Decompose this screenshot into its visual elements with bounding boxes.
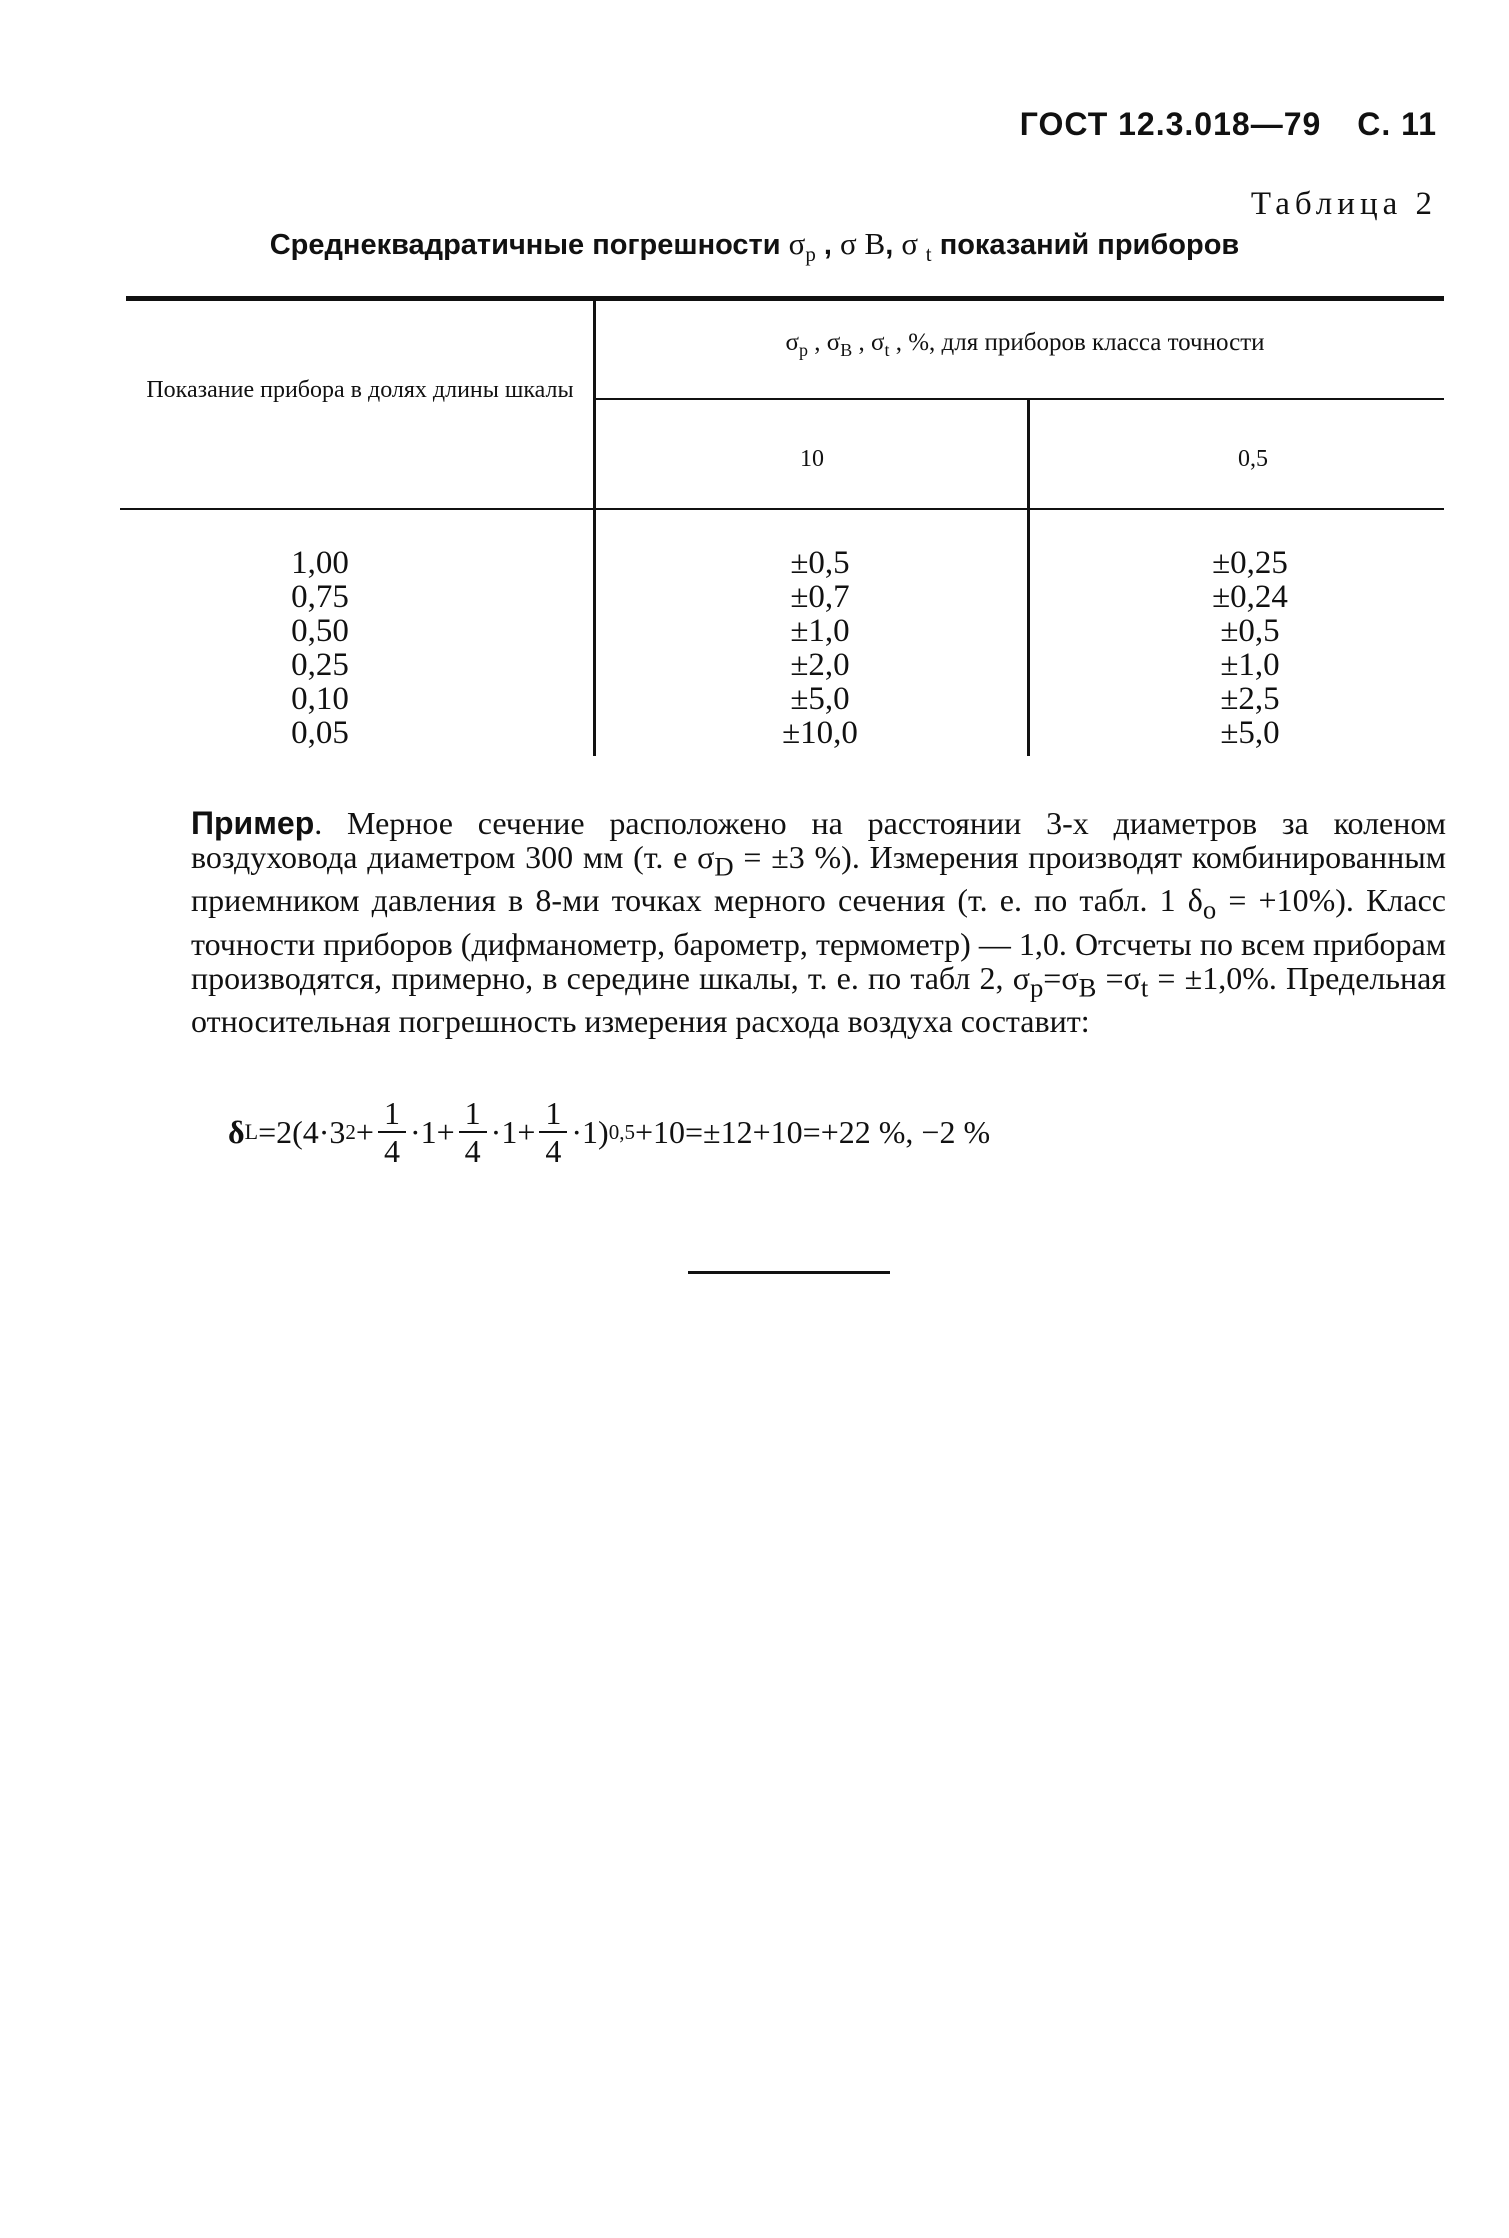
column-header-class-05: 0,5: [1238, 446, 1268, 472]
fraction: $\frac{1}{4}$: [378, 1095, 406, 1169]
fraction: $\frac{1}{4}$: [539, 1095, 567, 1169]
table-cell: 0,50: [291, 613, 349, 649]
column-header-class-10: 10: [800, 446, 824, 472]
table-cell: ±0,5: [790, 545, 850, 581]
sigma-b-symbol: σ В: [840, 226, 886, 261]
table-cell: ±10,0: [782, 715, 858, 751]
sigma-t-symbol: σ $_t$: [901, 226, 932, 267]
page-number: С. 11: [1357, 106, 1437, 142]
table-label: Таблица 2: [1250, 186, 1437, 222]
column-group-header: $\sigma_р$ , $\sigma_В$ , $\sigma_t$ , %, для приборов класса точности: [785, 329, 1265, 360]
table-cell: ±0,7: [790, 579, 850, 615]
table-cell: ±5,0: [1220, 715, 1280, 751]
error-formula: δ L =2(4·3 2 + $\frac{1}{4}$ ·1 + $\frac{1}{4}$ ·1 + $\frac{1}{4}$ ·1) 0,5 +10=±12+10=+22 %, −2 %: [228, 1095, 991, 1169]
example-paragraph: Пример. Мерное сечение расположено на расстоянии 3-х диаметров за коленом воздуховода диаметром 300 мм (т. е $\sigma_D = \pm 3$ %). Измерения производят комбинированным приемником давления в 8-ми точках мерного сечения (т. е. по табл. 1 $\delta_о = +10\%$). Класс точности приборов (дифманометр, барометр, термометр) — 1,0. Отсчеты по всем приборам производятся, примерно, в середине шкалы, т. е. по табл 2, $\sigma_р=\sigma_В =\sigma_t = \pm 1,0\%$. Предельная относительная погрешность измерения расхода воздуха составит:: [191, 805, 1447, 1040]
header-bottom-rule: [120, 508, 1444, 510]
table-cell: 0,10: [291, 681, 349, 717]
table-cell: 0,75: [291, 579, 349, 615]
table-cell: ±0,24: [1212, 579, 1288, 615]
table-cell: ±5,0: [790, 681, 850, 717]
reading-column: [250, 546, 390, 750]
table-title-text: Среднеквадратичные погрешности: [269, 229, 781, 261]
table-top-rule: [126, 296, 1444, 301]
fraction: $\frac{1}{4}$: [459, 1095, 487, 1169]
table-cell: 0,25: [291, 647, 349, 683]
table-cell: ±1,0: [790, 613, 850, 649]
page-header: [0, 106, 1509, 143]
subheader-rule: [596, 398, 1444, 400]
table-cell: ±0,5: [1220, 613, 1280, 649]
table-title: Среднеквадратичные погрешности $\sigma_р$ , σ В, σ $_t$ показаний приборов: [269, 226, 1240, 267]
sigma-p-symbol: $\sigma_р$: [788, 226, 816, 267]
column-header-reading: Показание прибора в долях длины шкалы: [146, 377, 574, 403]
standard-number: ГОСТ 12.3.018—79: [1019, 106, 1322, 142]
table-cell: ±1,0: [1220, 647, 1280, 683]
table-cell: ±0,25: [1212, 545, 1288, 581]
table-cell: 1,00: [291, 545, 349, 581]
table-cell: 0,05: [291, 715, 349, 751]
column-divider-1: [593, 301, 596, 756]
table-cell: ±2,0: [790, 647, 850, 683]
table-cell: ±2,5: [1220, 681, 1280, 717]
end-rule: [688, 1271, 890, 1274]
class-10-column: [730, 546, 910, 750]
table-title-end: показаний приборов: [939, 229, 1240, 261]
class-05-column: [1160, 546, 1340, 750]
example-lead: Пример: [191, 805, 315, 841]
